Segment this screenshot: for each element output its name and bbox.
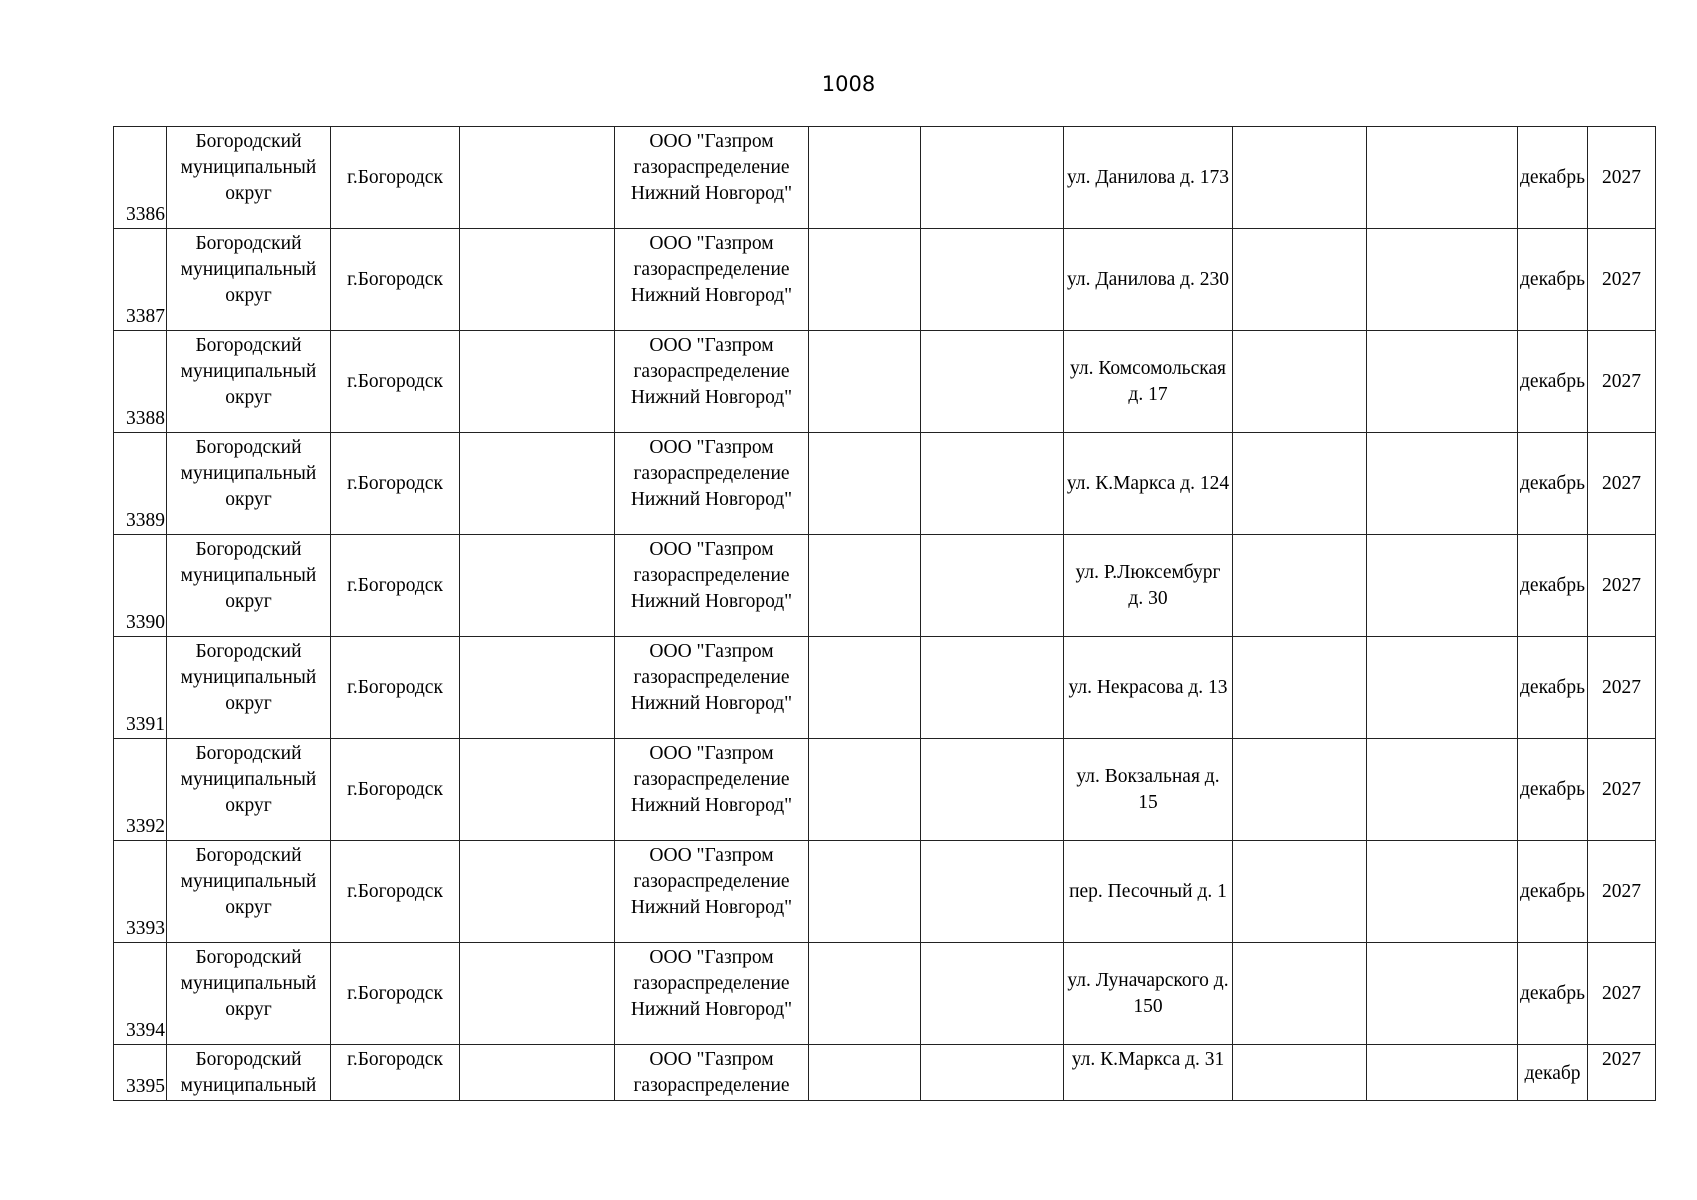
empty-cell <box>460 229 615 331</box>
empty-cell <box>921 127 1064 229</box>
empty-cell <box>460 433 615 535</box>
empty-cell <box>921 841 1064 943</box>
month-cell: декабрь <box>1518 637 1588 739</box>
city-cell: г.Богородск <box>331 739 460 841</box>
table-row <box>114 331 1656 433</box>
empty-cell <box>1367 739 1518 841</box>
empty-cell <box>809 739 921 841</box>
year-cell: 2027 <box>1587 637 1655 739</box>
empty-cell <box>1233 229 1367 331</box>
empty-cell <box>1367 127 1518 229</box>
year-cell: 2027 <box>1587 841 1655 943</box>
district-cell: Богородский муниципальный округ <box>167 535 331 637</box>
empty-cell <box>1233 127 1367 229</box>
empty-cell <box>921 535 1064 637</box>
empty-cell <box>921 637 1064 739</box>
district-cell: Богородский муниципальный округ <box>167 943 331 1045</box>
year-cell: 2027 <box>1587 535 1655 637</box>
organization-cell: ООО "Газпром газораспределение <box>615 1045 809 1101</box>
empty-cell <box>460 1045 615 1101</box>
empty-cell <box>809 535 921 637</box>
table-row <box>114 637 1656 739</box>
empty-cell <box>1233 331 1367 433</box>
year-cell: 2027 <box>1587 331 1655 433</box>
empty-cell <box>809 841 921 943</box>
year-cell: 2027 <box>1587 739 1655 841</box>
month-cell: декабрь <box>1518 841 1588 943</box>
city-cell: г.Богородск <box>331 841 460 943</box>
address-cell: ул. Данилова д. 173 <box>1064 127 1233 229</box>
empty-cell <box>1233 637 1367 739</box>
organization-cell: ООО "Газпром газораспределение Нижний Новгород" <box>615 229 809 331</box>
empty-cell <box>809 433 921 535</box>
row-number: 3390 <box>114 535 167 637</box>
district-cell: Богородский муниципальный округ <box>167 433 331 535</box>
empty-cell <box>921 229 1064 331</box>
year-cell: 2027 <box>1587 1045 1655 1101</box>
registry-table <box>113 126 1656 1101</box>
empty-cell <box>460 535 615 637</box>
table-row <box>114 841 1656 943</box>
district-cell: Богородский муниципальный <box>167 1045 331 1101</box>
row-number: 3395 <box>114 1045 167 1101</box>
year-cell: 2027 <box>1587 127 1655 229</box>
empty-cell <box>809 127 921 229</box>
city-cell: г.Богородск <box>331 943 460 1045</box>
empty-cell <box>809 1045 921 1101</box>
empty-cell <box>921 433 1064 535</box>
row-number: 3387 <box>114 229 167 331</box>
district-cell: Богородский муниципальный округ <box>167 841 331 943</box>
year-cell: 2027 <box>1587 943 1655 1045</box>
city-cell: г.Богородск <box>331 433 460 535</box>
table-row <box>114 535 1656 637</box>
row-number: 3388 <box>114 331 167 433</box>
page-number: 1008 <box>821 72 876 96</box>
address-cell: ул. Луначарского д. 150 <box>1064 943 1233 1045</box>
address-cell: ул. Вокзальная д. 15 <box>1064 739 1233 841</box>
empty-cell <box>809 229 921 331</box>
row-number: 3386 <box>114 127 167 229</box>
empty-cell <box>1367 535 1518 637</box>
month-cell: декабрь <box>1518 433 1588 535</box>
district-cell: Богородский муниципальный округ <box>167 637 331 739</box>
organization-cell: ООО "Газпром газораспределение Нижний Новгород" <box>615 535 809 637</box>
empty-cell <box>1233 433 1367 535</box>
month-cell: декабрь <box>1518 331 1588 433</box>
empty-cell <box>1367 943 1518 1045</box>
month-cell: декабрь <box>1518 127 1588 229</box>
city-cell: г.Богородск <box>331 229 460 331</box>
month-cell: декабрь <box>1518 229 1588 331</box>
district-cell: Богородский муниципальный округ <box>167 229 331 331</box>
month-cell: декабрь <box>1518 535 1588 637</box>
table-row <box>114 943 1656 1045</box>
empty-cell <box>460 943 615 1045</box>
address-cell: ул. К.Маркса д. 124 <box>1064 433 1233 535</box>
empty-cell <box>1233 739 1367 841</box>
empty-cell <box>809 331 921 433</box>
city-cell: г.Богородск <box>331 127 460 229</box>
address-cell: ул. К.Маркса д. 31 <box>1064 1045 1233 1101</box>
organization-cell: ООО "Газпром газораспределение Нижний Новгород" <box>615 841 809 943</box>
address-cell: пер. Песочный д. 1 <box>1064 841 1233 943</box>
empty-cell <box>1233 943 1367 1045</box>
empty-cell <box>1367 1045 1518 1101</box>
empty-cell <box>1233 841 1367 943</box>
city-cell: г.Богородск <box>331 1045 460 1101</box>
empty-cell <box>921 1045 1064 1101</box>
empty-cell <box>1367 433 1518 535</box>
address-cell: ул. Р.Люксембург д. 30 <box>1064 535 1233 637</box>
empty-cell <box>1233 1045 1367 1101</box>
table-row <box>114 229 1656 331</box>
empty-cell <box>1367 637 1518 739</box>
empty-cell <box>809 637 921 739</box>
table-row <box>114 433 1656 535</box>
month-cell: декабр <box>1518 1045 1588 1101</box>
row-number: 3393 <box>114 841 167 943</box>
empty-cell <box>1367 841 1518 943</box>
empty-cell <box>460 127 615 229</box>
empty-cell <box>460 331 615 433</box>
table-row <box>114 127 1656 229</box>
organization-cell: ООО "Газпром газораспределение Нижний Новгород" <box>615 943 809 1045</box>
city-cell: г.Богородск <box>331 637 460 739</box>
empty-cell <box>921 943 1064 1045</box>
empty-cell <box>1367 331 1518 433</box>
organization-cell: ООО "Газпром газораспределение Нижний Новгород" <box>615 433 809 535</box>
empty-cell <box>1367 229 1518 331</box>
city-cell: г.Богородск <box>331 535 460 637</box>
city-cell: г.Богородск <box>331 331 460 433</box>
address-cell: ул. Данилова д. 230 <box>1064 229 1233 331</box>
row-number: 3389 <box>114 433 167 535</box>
address-cell: ул. Некрасова д. 13 <box>1064 637 1233 739</box>
empty-cell <box>921 331 1064 433</box>
district-cell: Богородский муниципальный округ <box>167 127 331 229</box>
empty-cell <box>460 841 615 943</box>
district-cell: Богородский муниципальный округ <box>167 739 331 841</box>
empty-cell <box>809 943 921 1045</box>
organization-cell: ООО "Газпром газораспределение Нижний Новгород" <box>615 127 809 229</box>
district-cell: Богородский муниципальный округ <box>167 331 331 433</box>
year-cell: 2027 <box>1587 433 1655 535</box>
empty-cell <box>460 637 615 739</box>
organization-cell: ООО "Газпром газораспределение Нижний Новгород" <box>615 331 809 433</box>
table-row <box>114 739 1656 841</box>
row-number: 3392 <box>114 739 167 841</box>
organization-cell: ООО "Газпром газораспределение Нижний Новгород" <box>615 739 809 841</box>
table-row <box>114 1045 1656 1101</box>
table-body <box>114 127 1656 1101</box>
empty-cell <box>921 739 1064 841</box>
month-cell: декабрь <box>1518 943 1588 1045</box>
empty-cell <box>1233 535 1367 637</box>
row-number: 3394 <box>114 943 167 1045</box>
organization-cell: ООО "Газпром газораспределение Нижний Новгород" <box>615 637 809 739</box>
row-number: 3391 <box>114 637 167 739</box>
year-cell: 2027 <box>1587 229 1655 331</box>
month-cell: декабрь <box>1518 739 1588 841</box>
address-cell: ул. Комсомольская д. 17 <box>1064 331 1233 433</box>
empty-cell <box>460 739 615 841</box>
